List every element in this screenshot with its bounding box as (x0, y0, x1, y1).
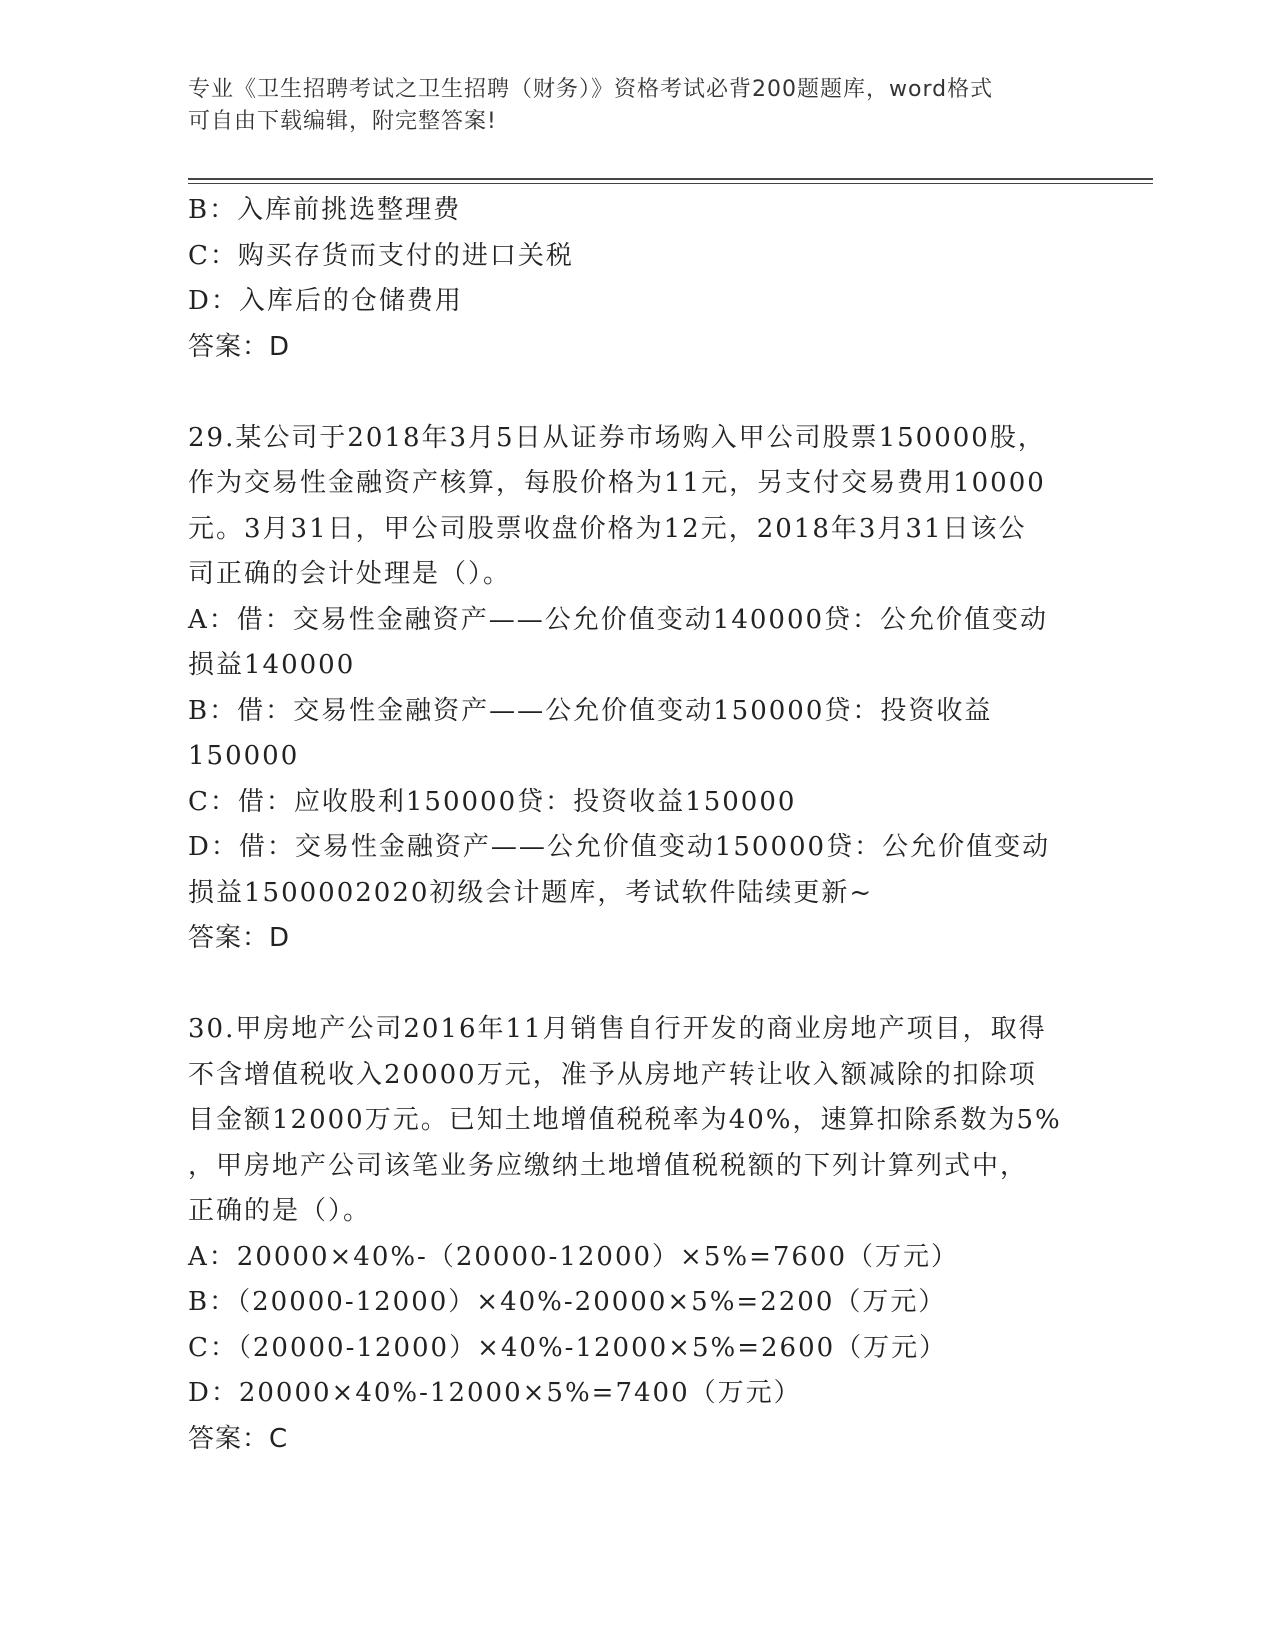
q30-stem-line: ，甲房地产公司该笔业务应缴纳土地增值税税额的下列计算列式中， (188, 1150, 1029, 1181)
q29-stem-line: 作为交易性金融资产核算，每股价格为11元，另支付交易费用10000 (188, 468, 1046, 498)
q28-option-c: C：购买存货而支付的进口关税 (188, 240, 574, 271)
spacer (188, 370, 1088, 416)
q29-option-b: B：借：交易性金融资产——公允价值变动150000贷：投资收益 (188, 695, 993, 726)
q29-option-a: A：借：交易性金融资产——公允价值变动140000贷：公允价值变动 (188, 604, 1049, 635)
q30-stem-line: 30.甲房地产公司2016年11月销售自行开发的商业房地产项目，取得 (188, 1014, 1047, 1044)
q29-option-d-cont: 损益1500002020初级会计题库，考试软件陆续更新~ (188, 877, 874, 908)
q30-option-c: C：（20000-12000）×40%-12000×5%=2600（万元） (188, 1332, 948, 1363)
q30-stem-line: 目金额12000万元。已知土地增值税税率为40%，速算扣除系数为5% (188, 1105, 1062, 1135)
question-28-tail (188, 188, 1088, 370)
q29-option-c: C：借：应收股利150000贷：投资收益150000 (188, 786, 797, 817)
q29-stem-line: 29.某公司于2018年3月5日从证券市场购入甲公司股票150000股， (188, 422, 1046, 453)
header-line-1: 专业《卫生招聘考试之卫生招聘（财务）》资格考试必背200题题库，word格式 (188, 77, 994, 102)
header-rule-thin (188, 183, 1153, 184)
q29-option-d: D：借：交易性金融资产——公允价值变动150000贷：公允价值变动 (188, 832, 1051, 862)
q29-option-a-cont: 损益140000 (188, 650, 356, 680)
q30-stem-line: 不含增值税收入20000万元，准予从房地产转让收入额减除的扣除项 (188, 1059, 1037, 1090)
q30-stem-line: 正确的是（）。 (188, 1196, 372, 1226)
header-line-2: 可自由下载编辑，附完整答案! (188, 109, 497, 134)
q28-option-b: B：入库前挑选整理费 (188, 195, 462, 225)
q30-option-a: A：20000×40%-（20000-12000）×5%=7600（万元） (188, 1241, 960, 1272)
q30-option-b: B：（20000-12000）×40%-20000×5%=2200（万元） (188, 1287, 947, 1317)
document-body (188, 188, 1088, 1462)
header-rule-thick (188, 178, 1153, 180)
q29-answer: 答案：D (188, 923, 291, 953)
question-30 (188, 1007, 1088, 1462)
q29-option-b-cont: 150000 (188, 741, 300, 771)
question-29 (188, 416, 1088, 962)
spacer (188, 962, 1088, 1008)
q29-stem-line: 司正确的会计处理是（）。 (188, 559, 512, 589)
q30-option-d: D：20000×40%-12000×5%=7400（万元） (188, 1378, 802, 1408)
q30-answer: 答案：C (188, 1423, 289, 1454)
q28-option-d: D：入库后的仓储费用 (188, 286, 463, 316)
q29-stem-line: 元。3月31日，甲公司股票收盘价格为12元，2018年3月31日该公 (188, 513, 1027, 544)
q28-answer: 答案：D (188, 331, 291, 362)
document-header (188, 74, 1068, 138)
